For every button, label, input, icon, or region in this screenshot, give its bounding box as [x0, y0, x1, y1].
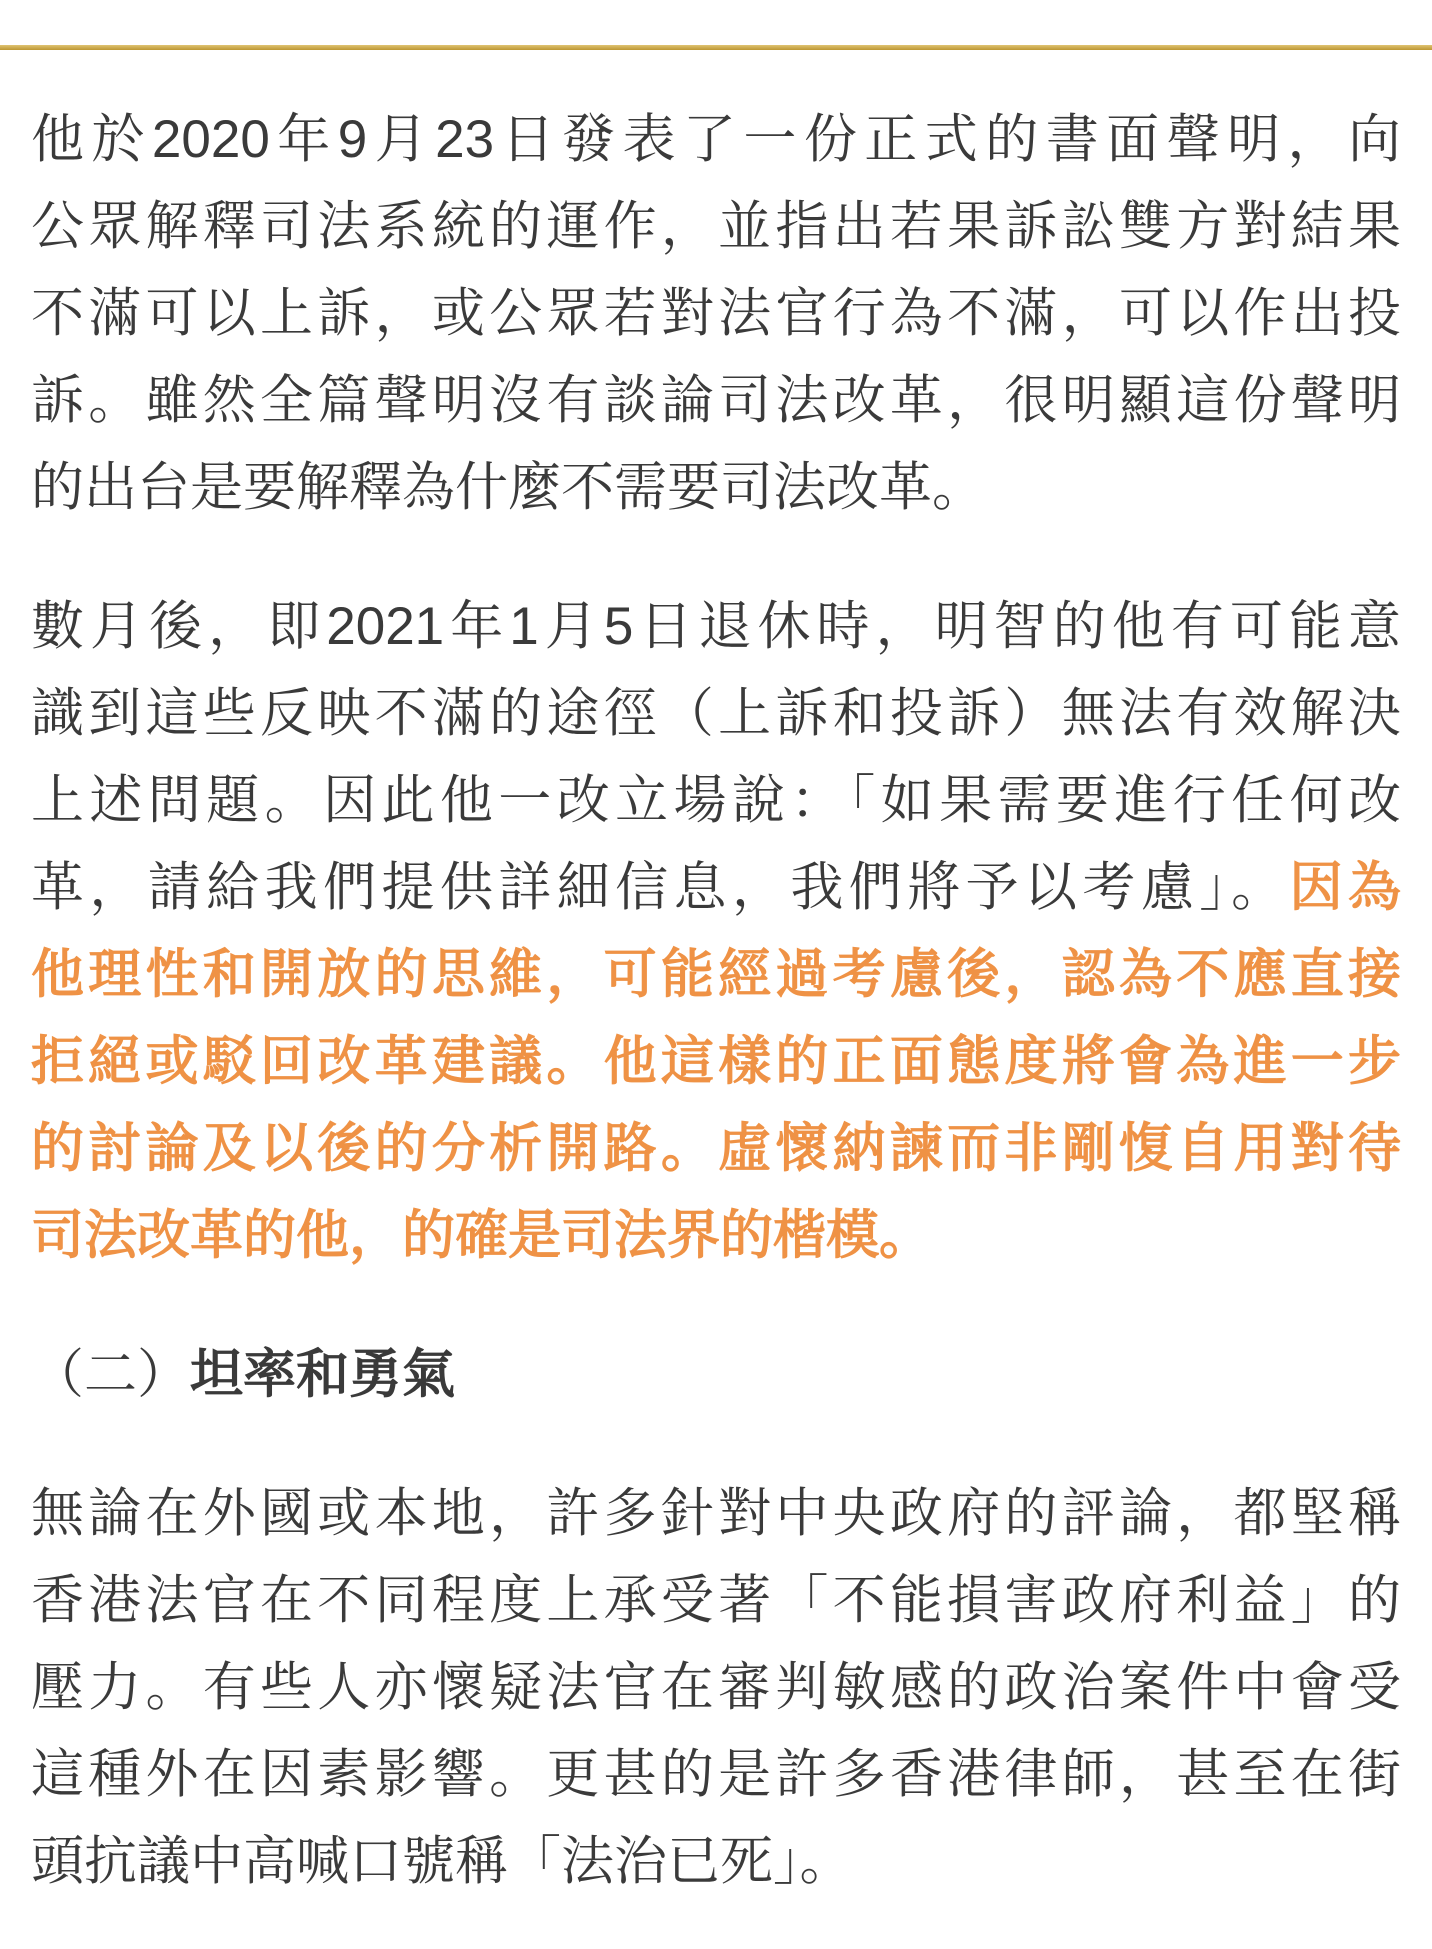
section-heading-number: （二） — [31, 1345, 190, 1404]
highlighted-text-segment: 拒絕或駁回改革建議。他這樣的正面態度將會為進一步 — [31, 1032, 1401, 1091]
text-segment: 頭抗議中高喊口號稱「法治已死」。 — [31, 1832, 853, 1891]
text-segment: 數月後，即2021年1月5日退休時，明智的他有可能意 — [31, 597, 1401, 656]
text-line — [31, 1018, 1401, 1105]
highlighted-text-segment: 的討論及以後的分析開路。虛懷納諫而非剛愎自用對待 — [31, 1119, 1401, 1178]
text-line — [31, 1192, 1401, 1279]
paragraph — [31, 1470, 1401, 1905]
text-line — [31, 931, 1401, 1018]
text-line — [31, 1557, 1401, 1644]
text-line — [31, 1470, 1401, 1557]
text-line — [31, 1644, 1401, 1731]
text-segment: 的出台是要解釋為什麼不需要司法改革。 — [31, 458, 985, 517]
section-heading — [31, 1331, 1401, 1418]
text-segment: 訴。雖然全篇聲明沒有談論司法改革，很明顯這份聲明 — [31, 371, 1401, 430]
text-line — [31, 444, 1401, 531]
text-line — [31, 757, 1401, 844]
text-segment: 公眾解釋司法系統的運作，並指出若果訴訟雙方對結果 — [31, 197, 1401, 256]
text-segment: 不滿可以上訴，或公眾若對法官行為不滿，可以作出投 — [31, 284, 1401, 343]
highlighted-text-segment: 因為 — [1289, 858, 1402, 917]
text-segment: 識到這些反映不滿的途徑（上訴和投訴）無法有效解決 — [31, 684, 1401, 743]
article-content — [0, 50, 1432, 1945]
text-line — [31, 670, 1401, 757]
text-line — [31, 1818, 1401, 1905]
text-segment: 他於2020年9月23日發表了一份正式的書面聲明，向 — [31, 110, 1401, 169]
text-segment: 香港法官在不同程度上承受著「不能損害政府利益」的 — [31, 1571, 1401, 1630]
text-line — [31, 1731, 1401, 1818]
text-segment: 革，請給我們提供詳細信息，我們將予以考慮」。 — [31, 858, 1290, 917]
paragraph — [31, 96, 1401, 531]
section-heading-title: 坦率和勇氣 — [190, 1345, 455, 1404]
text-segment: 壓力。有些人亦懷疑法官在審判敏感的政治案件中會受 — [31, 1658, 1401, 1717]
text-segment: 無論在外國或本地，許多針對中央政府的評論，都堅稱 — [31, 1484, 1401, 1543]
highlighted-text-segment: 他理性和開放的思維，可能經過考慮後，認為不應直接 — [31, 945, 1401, 1004]
text-line — [31, 583, 1401, 670]
text-line — [31, 1105, 1401, 1192]
text-segment: 上述問題。因此他一改立場說：「如果需要進行任何改 — [31, 771, 1401, 830]
text-line — [31, 844, 1401, 931]
paragraph — [31, 583, 1401, 1279]
text-segment: 這種外在因素影響。更甚的是許多香港律師，甚至在街 — [31, 1745, 1401, 1804]
text-line — [31, 270, 1401, 357]
text-line — [31, 183, 1401, 270]
text-line — [31, 357, 1401, 444]
highlighted-text-segment: 司法改革的他，的確是司法界的楷模。 — [31, 1206, 932, 1265]
text-line — [31, 96, 1401, 183]
